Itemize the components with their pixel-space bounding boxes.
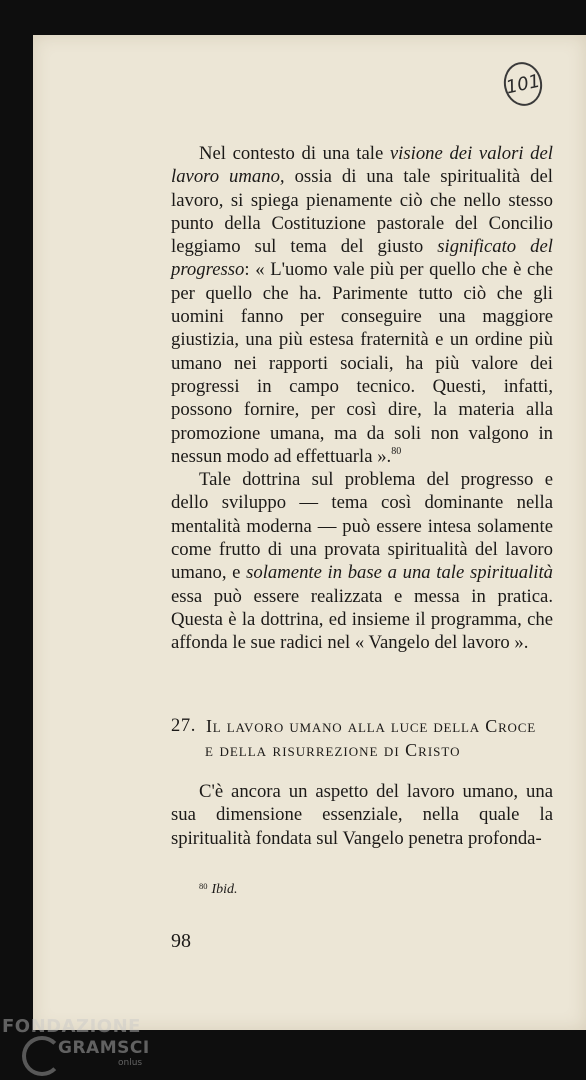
page-number: 98 <box>171 930 191 952</box>
paragraph-3: C'è ancora un aspetto del lavoro umano, una sua dimensione essenziale, nella quale la spiritualità fondata sul Vangelo penetra profonda- <box>171 781 553 849</box>
paragraph-1: Nel contesto di una tale visione dei valori del lavoro umano, ossia di una tale spiritualità del lavoro, si spiega pienamente ciò che nello stesso punto della Costituzione pastorale del Concilio leggiamo sul tema del giusto significato del progresso: « L'uomo vale più per quello che è che per quello che ha. Parimente tutto ciò che gli uomini fanno per conseguire una maggiore giustizia, una più estesa fraternità e un ordine più umano nei rapporti sociali, ha più valore dei progressi in campo tecnico. Questi, infatti, possono fornire, per così dire, la materia alla promozione umana, ma da soli non valgono in nessun modo ad effettuarla ».$^{80}$ <box>171 143 554 467</box>
page-mark-text: 101 <box>504 70 542 98</box>
footnote-text: Ibid. <box>211 882 238 897</box>
section-title-line-1: Il lavoro umano alla luce della Croce <box>205 716 536 736</box>
footnote <box>199 881 238 898</box>
footnote-number: 80 <box>199 881 208 891</box>
main-text <box>171 142 553 655</box>
watermark-circle-icon <box>22 1036 62 1076</box>
paragraph-2: Tale dottrina sul problema del progresso e dello sviluppo — tema così dominante nella mentalità moderna — può essere intesa solamente come frutto di una provata spiritualità del lavoro umano, e solamente in base a una tale spiritualità essa può essere realizzata e messa in pratica. Questa è la dottrina, ed insieme il programma, che affonda le sue radici nel « Vangelo del lavoro ». <box>171 469 554 654</box>
footnote-reference: 80 <box>391 445 402 457</box>
watermark-logo <box>0 1012 160 1080</box>
watermark-line-2: GRAMSCI <box>58 1038 150 1058</box>
section-title-line-2: e della risurrezione di Cristo <box>205 740 461 760</box>
watermark-line-3: onlus <box>118 1058 143 1068</box>
section-number: 27. <box>171 716 196 736</box>
section-heading <box>171 714 553 762</box>
watermark-line-1: FONDAZIONE <box>2 1016 141 1037</box>
main-text-continued <box>171 780 553 850</box>
